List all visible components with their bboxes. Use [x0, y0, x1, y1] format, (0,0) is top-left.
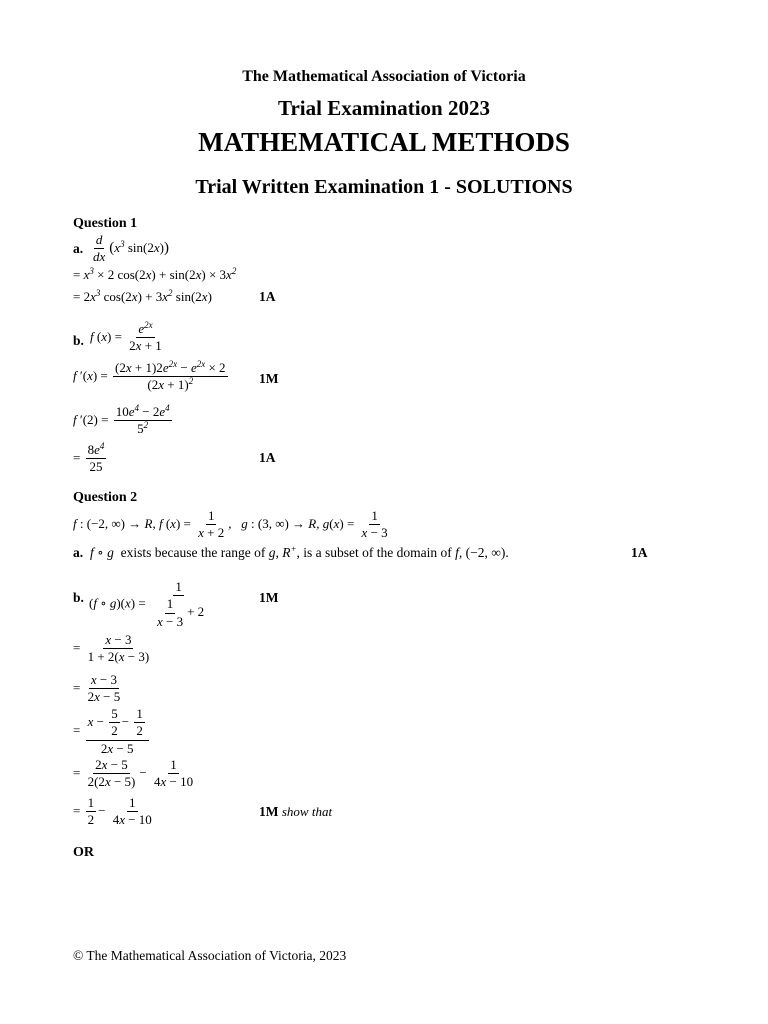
q1a-mark: 1A [259, 289, 276, 304]
q2a-mark: 1A [631, 545, 648, 560]
q2b-result: = $\frac{1}{2}$ − $\frac{1}{4x - 10}$ [73, 795, 152, 828]
paper-title: Trial Written Examination 1 - SOLUTIONS [195, 176, 573, 198]
q2a-text-1: exists because the range of [120, 545, 266, 560]
q1b-function: f (x) = $\frac{e^{2x}}{2x + 1}$ [90, 320, 162, 354]
q2-part-a-label: a. [73, 545, 84, 560]
q1-part-a-label: a. [73, 241, 84, 256]
q2a-statement: f ∘ g exists because the range of g, R+, is a subset of the domain of f, (−2, ∞). [90, 544, 509, 560]
q1b-answer: = $\frac{8e^4}{25}$ [73, 441, 105, 475]
q2b-mark-method-label: 1M [259, 590, 279, 605]
q2b-step-1: = $\frac{x - 3}{1 + 2(x - 3)}$ [73, 632, 150, 665]
q2a-text-2: , is a subset of the domain of [296, 545, 452, 560]
q1b-derivative: f ′(x) = $\frac{(2x + 1)2e^{2x} - e^{2x} \times 2}{(2x + 1)^2}$ [73, 359, 226, 393]
q1a-step-1: = $x^3 \times 2$ $\cos(2x) + \sin(2x) \times 3x^2$ [73, 266, 237, 282]
q1-part-b-label: b. [73, 333, 84, 348]
q2b-step-4: = $\frac{2x - 5}{2(2x - 5)}$ − $\frac{1}{4x - 10}$ [73, 757, 194, 790]
q2-part-b-label: b. [73, 590, 84, 605]
exam-title: Trial Examination 2023 [278, 96, 490, 120]
q2b-mark-label: 1M [259, 804, 279, 819]
q2b-or-label: OR [73, 845, 94, 860]
organisation-title: The Mathematical Association of Victoria [242, 68, 526, 85]
q2b-step-2: = $\frac{x - 3}{2x - 5}$ [73, 672, 121, 705]
q1b-mark-method: 1M [259, 371, 279, 386]
question-1-heading: Question 1 [73, 216, 138, 231]
q1b-substitution: f ′(2) = $\frac{10e^4 - 2e^4}{5^2}$ [73, 403, 170, 437]
q2b-mark-note: show that [281, 804, 333, 819]
q1a-answer: = $2x^3$ $\cos(2x) + 3x^2$ sin(2x) [73, 288, 212, 304]
q2b-mark-show-that [259, 804, 332, 820]
q2b-composite-definition: (f ∘ g)(x) = 1 $\frac{1}{x - 3}$ + 2 [89, 579, 205, 629]
q1a-derivative-expression: $\frac{d}{dx}$ ($x^3$ sin(2x)) [93, 232, 169, 265]
question-2-heading: Question 2 [73, 490, 138, 505]
footer-copyright: © The Mathematical Association of Victoria, 2023 [73, 948, 347, 963]
subject-title: MATHEMATICAL METHODS [198, 127, 570, 157]
q2b-step-3: = x − $\frac{5}{2}$ − $\frac{1}{2}$ 2x − 5 [73, 707, 151, 756]
q2b-mark-method [259, 590, 279, 606]
q2-definitions: f : (−2, ∞) → R, f (x) = $\frac{1}{x + 2}$ , g : (3, ∞) → R, g(x) = $\frac{1}{x - 3}$ [73, 508, 388, 541]
q1b-mark-answer: 1A [259, 450, 276, 465]
